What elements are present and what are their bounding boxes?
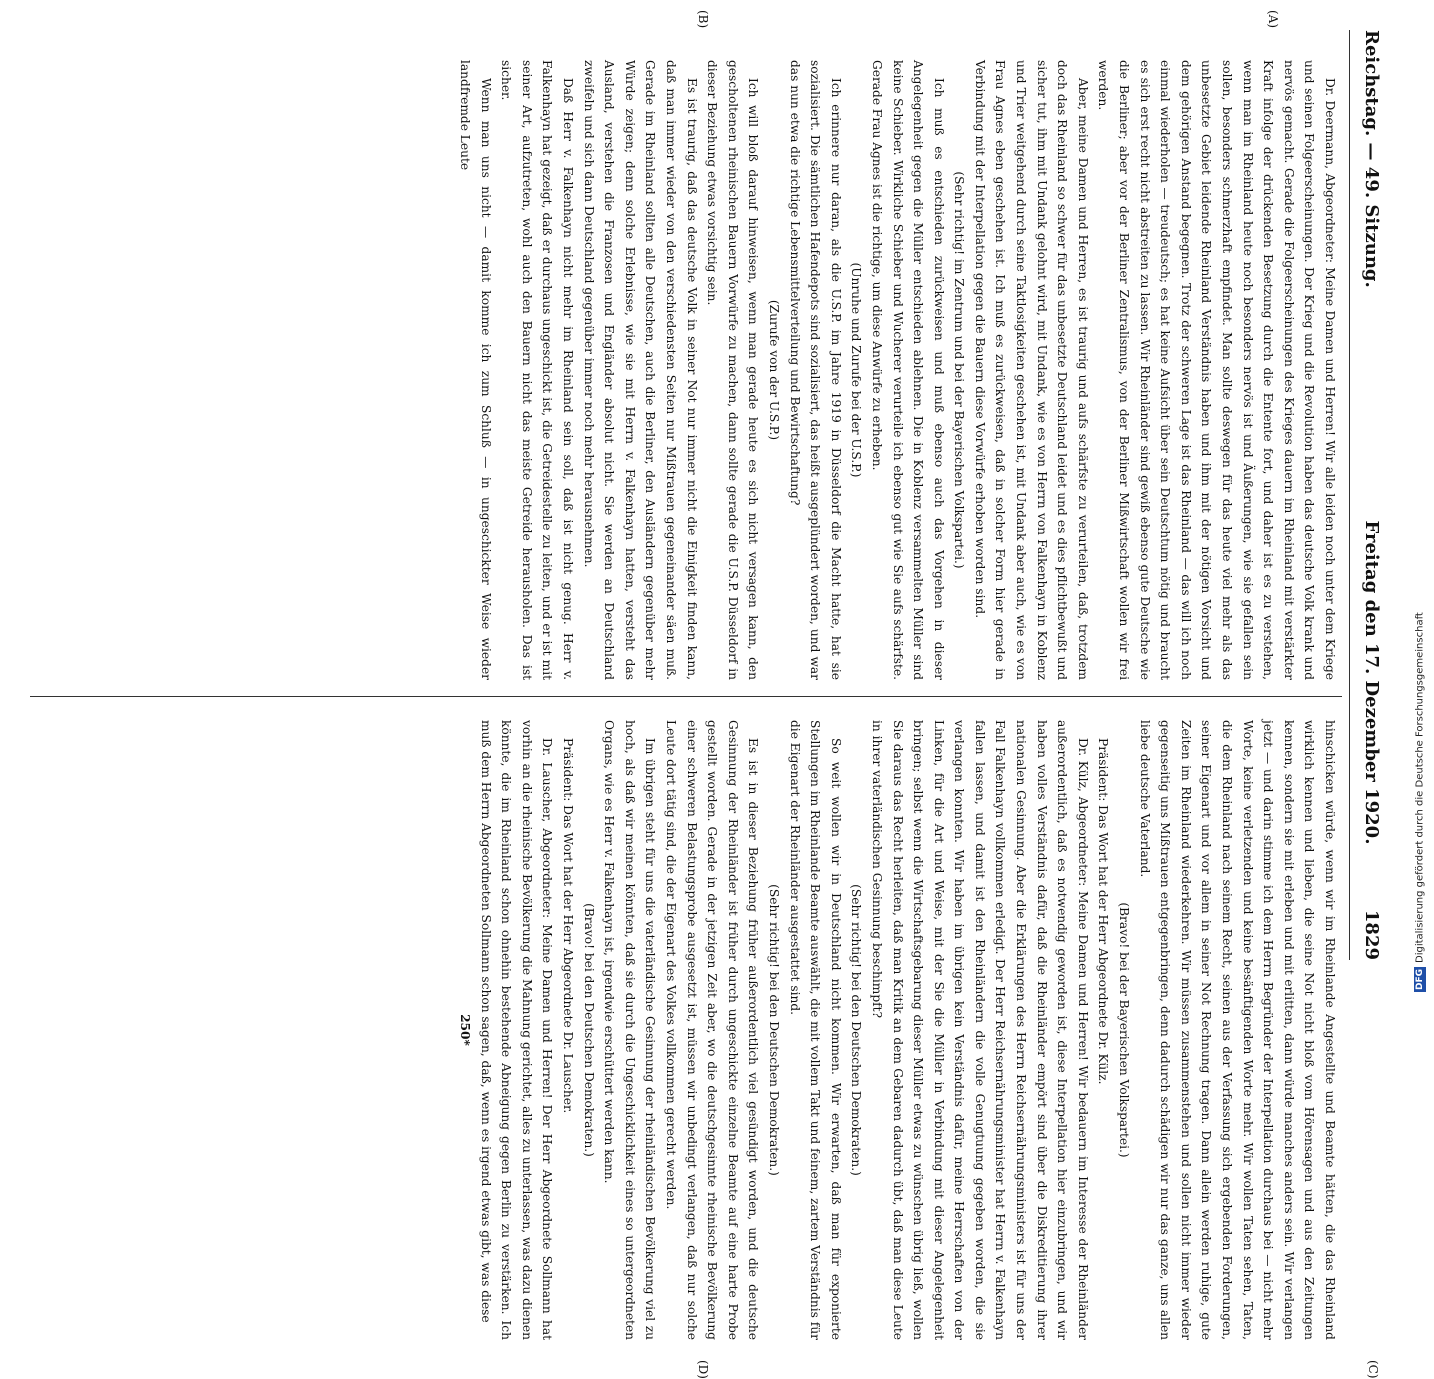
interjection: (Sehr richtig! bei den Deutschen Demokraten.) (849, 884, 864, 1176)
page-number: 1829 (1361, 909, 1383, 960)
paragraph: Präsident: Das Wort hat der Herr Abgeordnete Dr. Lauscher. (561, 738, 576, 1114)
header-session: Reichstag. — 49. Sitzung. (1361, 30, 1383, 288)
page-header (1352, 30, 1392, 960)
paragraph: Präsident: Das Wort hat der Herr Abgeordnete Dr. Külz. (1096, 738, 1111, 1085)
digitization-acknowledgment (1410, 12, 1430, 992)
paragraph: Es ist in dieser Beziehung früher außerordentlich viel gesündigt worden, und die deutsche Gesinnung der Rheinländer ist früher durch ungeschickte einzelne Beamte auf eine harte Probe gestellt worden. Gerade in der jetzigen Zeit aber, wo die deutschgesinnte rheinische Bevölkerung einer schweren Belastungsprobe ausgesetzt ist, müssen wir unbedingt verlangen, daß nur solche Leute dort tätig sind, die der Eigenart des Volkes vollkommen gerecht werden. (664, 720, 761, 1340)
margin-marker-d: (D) (696, 1360, 710, 1379)
paragraph: Ich erinnere nur daran, als die U.S.P. im Jahre 1919 in Düsseldorf die Macht hatte, hat sie sozialisiert. Die sämtlichen Hafendepots sind sozialisiert, das heißt ausgeplündert worden, und war das nun etwa die richtige Lebensmittelverteilung und Bewirtschaftung? (787, 60, 843, 680)
paragraph: Im übrigen steht für uns die vaterländische Gesinnung der rheinländischen Bevölkerung viel zu hoch, als daß wir meinen könnten, daß sie durch die Ungeschicklichkeit eines so untergeordneten Organs, wie es Herr v. Falkenhayn ist, irgendwie erschüttert werden kann. (602, 720, 658, 1340)
paragraph: Ich muß es entschieden zurückweisen und muß ebenso auch das Vorgehen in dieser Angelegenheit gegen die Müller entschieden ablehnen. Die in Koblenz versammelten Müller sind keine Schieber. Wirkliche Schieber und Wucherer verurteile ich ebenso gut wie Sie aufs schärfste. Gerade Frau Agnes ist die richtige, um diese Anwürfe zu erheben. (869, 60, 946, 680)
paragraph: hinschicken würde, wenn wir im Rheinlande Angestellte und Beamte hätten, die das Rheinland wirklich kennen und lieben, die seine Not nicht bloß vom Hörensagen und aus den Zeitungen kennen, sondern sie mit erleben und mit erlitten, dann würde manches anders sein. Wir verlangen jetzt — und darin stimme ich dem Herrn Begründer der Interpellation durchaus bei — nicht mehr Worte, keine verletzenden und keine besänftigenden Worte mehr. Wir wollen Taten sehen, Taten, die dem Rheinland nach seinem Recht, seinen aus der Verfassung sich ergebenden Forderungen, seiner Eigenart und vor allem in seiner Not Rechnung tragen. Dann allein werden ruhige, gute Zeiten im Rheinland wiederkehren. Wir müssen zusammenstehen und sollen nicht immer wieder gegenseitig uns Mißtrauen entgegenbringen, denn dadurch schädigen wir nur das ganze, uns allen liebe deutsche Vaterland. (1137, 720, 1337, 1340)
header-rule (1349, 30, 1350, 960)
interjection: (Sehr richtig! bei den Deutschen Demokraten.) (766, 884, 781, 1176)
interjection: (Zurufe von der U.S.P.) (766, 299, 781, 441)
column-divider (30, 696, 1342, 697)
signature-mark: 250* (458, 1014, 473, 1046)
margin-marker-a: (A) (1266, 10, 1280, 29)
acknowledgment-text: Digitalisierung gefördert durch die Deutsche Forschungsgemeinschaft (1414, 612, 1426, 963)
paragraph: Dr. Deermann, Abgeordneter: Meine Damen und Herren! Wir alle leiden noch unter dem Kriege und seinen Folgeerscheinungen. Der Krieg und die Revolution haben das deutsche Volk krank und nervös gemacht. Gerade die Folgeerscheinungen des Krieges dauern im Rheinland mit verstärkter Kraft infolge der drückenden Besetzung durch die Entente fort, und daher ist es zu verstehen, wenn man im Rheinland heute noch besonders nervös ist und Äußerungen, wie sie gefallen sein sollen, besonders schmerzhaft empfindet. Man sollte deswegen für das heute viel mehr als das unbesetzte Gebiet leidende Rheinland Verständnis haben und ihm mit der nötigen Vorsicht und dem gehörigen Anstand begegnen. Trotz der schweren Lage ist das Rheinland — das will ich noch einmal wiederholen — treudeutsch; es hat keine Aufsicht über sein Deutschtum nötig und braucht es sich erst recht nicht abstreiten zu lassen. Wir Rheinländer sind gewiß ebenso gute Deutsche wie die Berliner; aber vor der Berliner Zentralismus, von der Berliner Mißwirtschaft wollen wir frei werden. (1096, 60, 1337, 680)
paragraph: Wenn man uns nicht — damit komme ich zum Schluß — in ungeschickter Weise wieder landfremde Leute (458, 60, 493, 680)
paragraph: Dr. Külz, Abgeordneter: Meine Damen und Herren! Wir bedauern im Interesse der Rheinländer außerordentlich, daß es notwendig geworden ist, diese Interpellation hier einzubringen, und wir haben volles Verständnis dafür, daß die Rheinländer empört sind über die Diskreditierung ihrer nationalen Gesinnung. Aber die Erklärungen des Herrn Reichsernährungsministers ist für uns der Fall Falkenhayn vollkommen erledigt. Der Herr Reichsernährungsminister hat Herrn v. Falkenhayn fallen lassen, und damit ist den Rheinländern die volle Genugtuung gegeben worden, die sie verlangen konnten. Wir haben im übrigen kein Verständnis dafür, meine Herrschaften von der Linken, für die Art und Weise, mit der Sie die Müller in Verbindung mit dieser Angelegenheit bringen; selbst wenn die Wirtschaftsgebarung dieser Müller etwas zu wünschen übrig ließ, wollen Sie daraus das Recht herleiten, daß man Kritik an dem Gebaren dadurch übt, daß man diese Leute in ihrer vaterländischen Gesinnung beschimpft? (869, 720, 1090, 1340)
paragraph: Daß Herr v. Falkenhayn nicht mehr im Rheinland sein soll, daß ist nicht genug. Herr v. Falkenhayn hat gezeigt, daß er durchaus ungeschickt ist, die Getreidestelle zu leiten, und er ist mit seiner Art, aufzutreten, wohl auch den Bauern nicht das meiste Getreide herausholen. Das ist sicher. (499, 60, 576, 680)
text-column-right (20, 720, 1340, 1340)
paragraph: Dr. Lauscher, Abgeordneter: Meine Damen und Herren! Der Herr Abgeordnete Sollmann hat vorhin an die rheinische Bevölkerung die Mahnung gerichtet, alles zu unterlassen, was dazu dienen könnte, die im Rheinland schon ohnehin bestehende Abneigung gegen Berlin zu verstärken. Ich muß dem Herrn Abgeordneten Sollmann schon sagen, daß, wenn es irgend etwas gibt, was diese (478, 720, 555, 1340)
dfg-logo: DFG (1415, 968, 1425, 990)
paragraph: Ich will bloß darauf hinweisen, wenn man gerade heute es sich nicht versagen kann, den gescholtenen rheinischen Bauern Vorwürfe zu machen, dann sollte gerade die U.S.P. Düsseldorf in dieser Beziehung etwas vorsichtig sein. (705, 60, 761, 680)
paragraph: Aber, meine Damen und Herren, es ist traurig und aufs schärfste zu verurteilen, daß, trotzdem doch das Rheinland so schwer für das unbesetzte Deutschland leidet und es dies pflichtbewußt und sicher tut, ihm mit Undank gelohnt wird, mit Undank, wie es von Herrn von Falkenhayn in Koblenz und Trier weitgehend durch seine Taktlosigkeiten geschehen ist, mit Undank aber auch, wie es von Frau Agnes eben geschehen ist. Ich muß es zurückweisen, daß in solcher Form hier gerade in Verbindung mit der Interpellation gegen die Bauern diese Vorwürfe erhoben worden sind. (972, 60, 1090, 680)
margin-marker-c: (C) (1366, 1360, 1380, 1379)
interjection: (Sehr richtig! im Zentrum und bei der Bayerischen Volkspartei.) (952, 171, 967, 569)
interjection: (Bravo! bei den Deutschen Demokraten.) (581, 903, 596, 1157)
paragraph: Es ist traurig, daß das deutsche Volk in seiner Not nur immer nicht die Einigkeit finden kann, daß man immer wieder von den verschiedensten Seiten nur Mißtrauen gegeneinander säen muß. Gerade im Rheinland sollten alle Deutschen, auch die Berliner, den Ausländern gegenüber mehr Würde zeigen; denn solche Erlebnisse, wie sie mit Herrn v. Falkenhayn hatten, versteht das Ausland, verstehen die Franzosen und Engländer absolut nicht. Sie werden an Deutschland zweifeln und sich dann Deutschland gegenüber immer noch mehr herausnehmen. (581, 60, 699, 680)
paragraph: So weit wollen wir in Deutschland nicht kommen. Wir erwarten, daß man für exponierte Stellungen im Rheinlande Beamte auswählt, die mit vollem Takt und feinem, zartem Verständnis für die Eigenart der Rheinländer ausgestattet sind. (787, 720, 843, 1340)
interjection: (Unruhe und Zurufe bei der U.S.P.) (849, 262, 864, 478)
text-column-left (20, 60, 1340, 680)
interjection: (Bravo! bei der Bayerischen Volkspartei.) (1117, 902, 1132, 1158)
margin-marker-b: (B) (696, 10, 710, 29)
header-date: Freitag den 17. Dezember 1920. (1361, 520, 1383, 845)
